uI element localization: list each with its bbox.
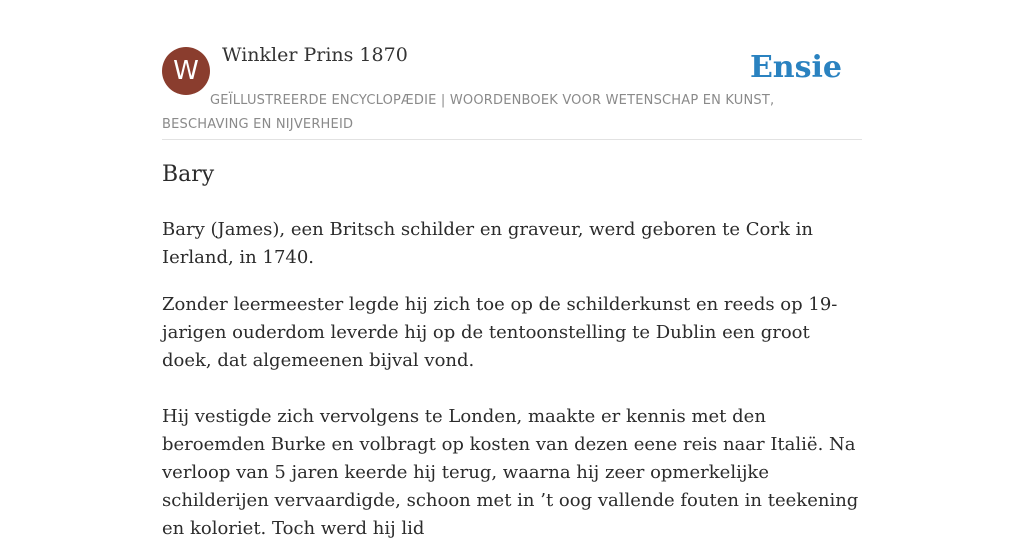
source-avatar[interactable]: W: [162, 47, 210, 95]
source-title-link[interactable]: Winkler Prins 1870: [222, 44, 408, 66]
source-subtitle: GEÏLLUSTREERDE ENCYCLOPÆDIE | WOORDENBOEK VOOR WETENSCHAP EN KUNST, BESCHAVING EN NIJVERHEID: [162, 93, 775, 132]
article-paragraph-1: Bary (James), een Britsch schilder en graveur, werd geboren te Cork in Ierland, in 1740.: [162, 219, 813, 268]
ensie-logo-link[interactable]: Ensie: [749, 50, 842, 85]
header-divider: [162, 139, 862, 140]
article-paragraph-2: Zonder leermeester legde hij zich toe op de schilderkunst en reeds op 19-jarigen ouderdom leverde hij op de tentoonstelling te Dublin een groot doek, dat algemeenen bijval vond.: [162, 294, 838, 371]
article-paragraph-3: Hij vestigde zich vervolgens te Londen, maakte er kennis met den beroemden Burke en volbragt op kosten van dezen eene reis naar Italië. Na verloop van 5 jaren keerde hij terug, waarna hij zeer opmerkelijke schilderijen vervaardigde, schoon met in ’t oog vallende fouten in teekening en koloriet. Toch werd hij lid: [162, 406, 859, 539]
article-title: Bary: [162, 162, 215, 187]
